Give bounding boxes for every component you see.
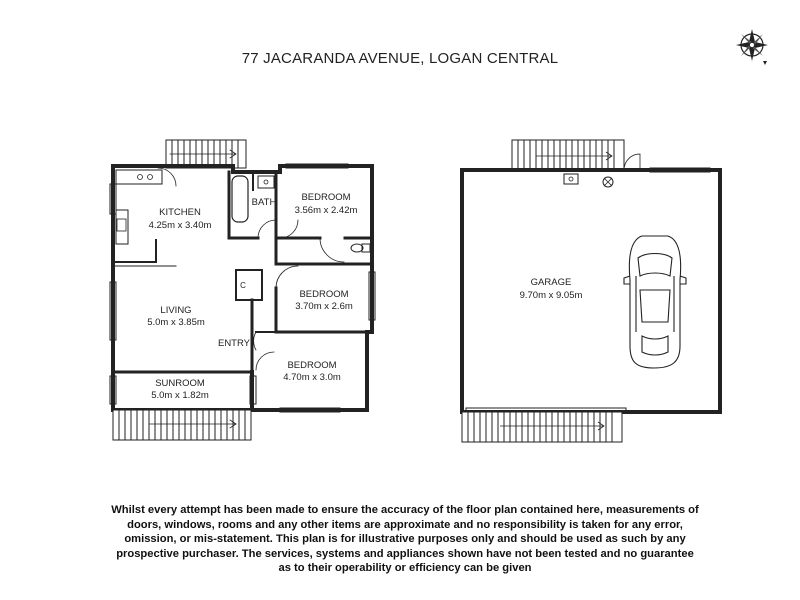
room-bedroom2-name: BEDROOM: [299, 289, 349, 300]
room-bedroom3-size: 4.70m x 3.0m: [283, 372, 341, 383]
garage-plan: [462, 140, 720, 442]
stairs-bottom-left: [113, 410, 251, 440]
room-garage-size: 9.70m x 9.05m: [519, 290, 583, 301]
room-living-size: 5.0m x 3.85m: [147, 317, 205, 328]
room-bedroom1-name: BEDROOM: [301, 192, 351, 203]
room-kitchen-size: 4.25m x 3.40m: [148, 220, 212, 231]
room-bedroom3-name: BEDROOM: [287, 360, 337, 371]
room-garage-name: GARAGE: [530, 277, 572, 288]
room-living-name: LIVING: [160, 305, 192, 316]
room-sunroom-name: SUNROOM: [155, 378, 205, 389]
stairs-top-left: [166, 140, 246, 168]
room-kitchen-name: KITCHEN: [159, 207, 201, 218]
compass-rose-icon: [736, 29, 768, 65]
stairs-top-right: [512, 140, 624, 170]
room-sunroom-size: 5.0m x 1.82m: [151, 390, 209, 401]
room-bath-name: BATH: [251, 197, 277, 208]
room-entry-name: ENTRY: [217, 338, 251, 349]
plan-title: 77 JACARANDA AVENUE, LOGAN CENTRAL: [241, 50, 559, 67]
room-closet-label: C: [240, 281, 246, 290]
stairs-bottom-right: [462, 412, 622, 442]
room-bedroom1-size: 3.56m x 2.42m: [294, 205, 358, 216]
disclaimer-text: Whilst every attempt has been made to ensure the accuracy of the floor plan contained here, measurements of doors, windows, rooms and any other items are approximate and no responsibility is taken for any error, omission, or mis-statement. This plan is for illustrative purposes only and should be used as such by any prospective purchaser. The services, systems and appliances shown have not been tested and no guarantee as to their operability or efficiency can be given: [111, 504, 699, 575]
room-bedroom2-size: 3.70m x 2.6m: [295, 301, 353, 312]
